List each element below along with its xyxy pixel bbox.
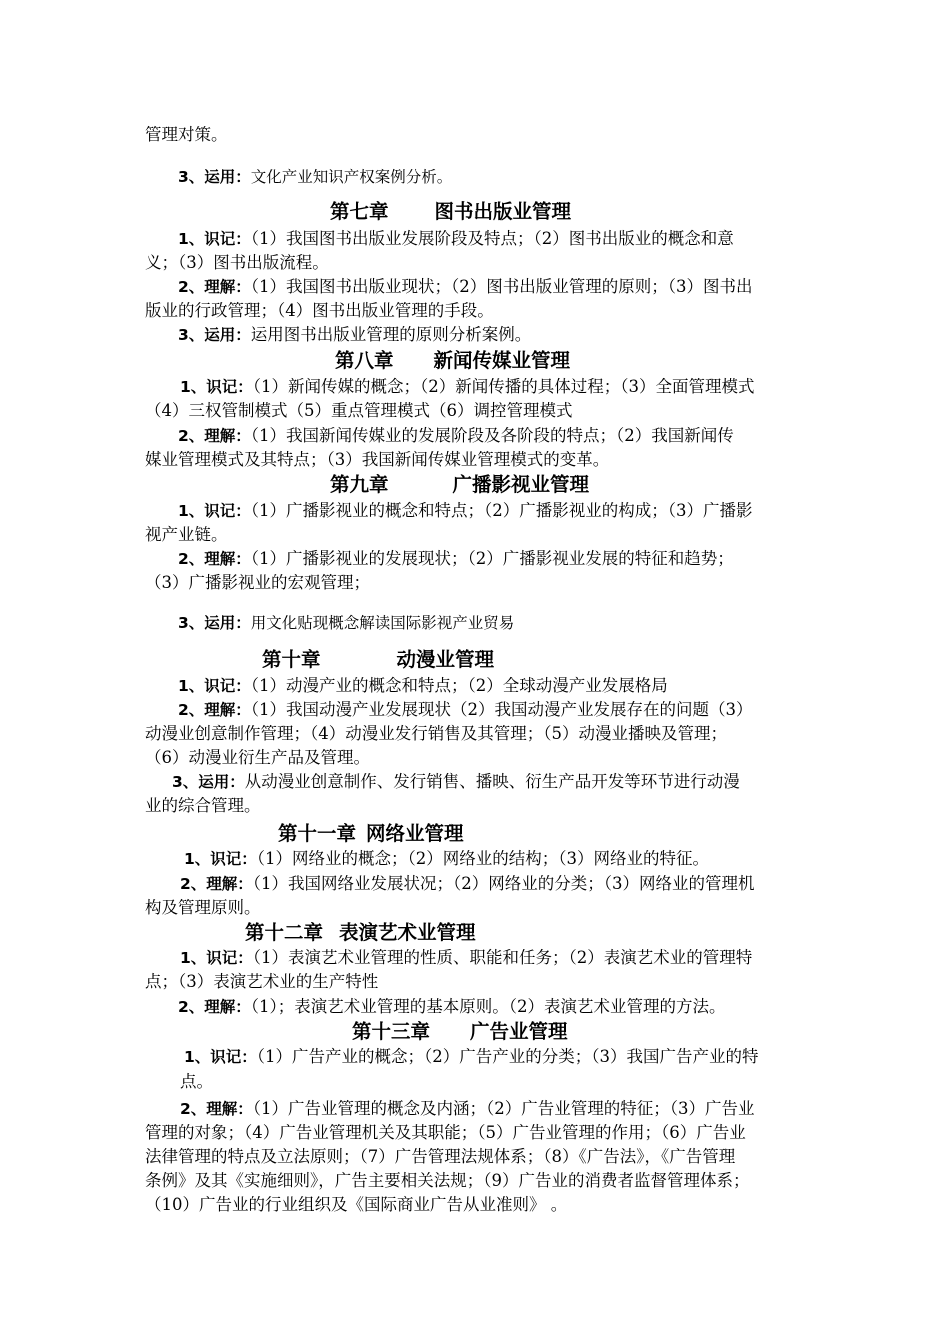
memorize-text: （1）网络业的概念；（2）网络业的结构；（3）网络业的特征。 [256,849,710,868]
memorize-text: （1）广告产业的概念；（2）广告产业的分类；（3）我国广告产业的特 [256,1047,759,1066]
chapter-7-heading [330,199,571,225]
understand-label: 2、理解： [178,701,251,719]
chapter-9-heading [330,472,589,498]
chapter-8-heading [335,348,570,374]
ch7-understand-line-1 [178,276,753,298]
ch13-understand-line-2: 管理的对象；（4）广告业管理机关及其职能；（5）广告业管理的作用；（6）广告业 [145,1123,746,1142]
memorize-text: （1）广播影视业的概念和特点；（2）广播影视业的构成；（3）广播影 [250,501,753,520]
understand-label: 2、理解： [178,427,251,445]
understand-text: （1）广播影视业的发展现状；（2）广播影视业发展的特征和趋势； [250,549,734,568]
ch9-understand-line-2: （3）广播影视业的宏观管理； [145,573,370,592]
apply-text: 文化产业知识产权案例分析。 [250,168,453,186]
ch10-memorize-line-1 [178,675,668,697]
chapter-number: 第七章 [330,200,389,223]
memorize-text: （1）新闻传媒的概念；（2）新闻传播的具体过程；（3）全面管理模式 [252,377,755,396]
ch7-apply-line-1 [178,324,531,346]
understand-label: 2、理解： [178,278,251,296]
memorize-label: 1、识记： [180,378,253,396]
understand-text: （1）我国新闻传媒业的发展阶段及各阶段的特点；（2）我国新闻传 [250,426,734,445]
intro-line-1: 管理对策。 [145,125,228,144]
ch11-understand-line-2: 构及管理原则。 [145,898,261,917]
ch10-understand-line-3: （6）动漫业衍生产品及管理。 [145,748,370,767]
ch7-memorize-line-1 [178,228,734,250]
memorize-text: （1）表演艺术业管理的性质、职能和任务；（2）表演艺术业的管理特 [252,948,753,967]
memorize-label: 1、识记： [184,850,257,868]
chapter-title: 网络业管理 [366,822,464,845]
apply-label: 3、运用： [178,326,251,344]
chapter-title: 表演艺术业管理 [339,921,476,944]
apply-text: 用文化贴现概念解读国际影视产业贸易 [250,614,515,632]
memorize-text: （1）动漫产业的概念和特点；（2）全球动漫产业发展格局 [250,676,668,695]
apply-label: 3、运用： [178,168,251,186]
apply-label: 3、运用： [178,614,251,632]
ch12-memorize-line-1 [180,947,752,969]
chapter-number: 第十一章 [278,822,357,845]
apply-text: 运用图书出版业管理的原则分析案例。 [250,325,532,344]
ch13-understand-line-3: 法律管理的特点及立法原则；（7）广告管理法规体系；（8）《广告法》，《广告管理 [145,1147,736,1166]
chapter-13-heading [352,1019,568,1045]
understand-label: 2、理解： [178,998,251,1016]
understand-text: （1）我国图书出版业现状；（2）图书出版业管理的原则；（3）图书出 [250,277,753,296]
ch8-understand-line-2: 媒业管理模式及其特点；（3）我国新闻传媒业管理模式的变革。 [145,450,610,469]
understand-label: 2、理解： [180,875,253,893]
ch10-apply-line-1 [172,771,740,793]
ch13-understand-line-4: 条例》及其《实施细则》，广告主要相关法规；（9）广告业的消费者监督管理体系； [145,1171,750,1190]
chapter-title: 图书出版业管理 [434,200,572,223]
understand-label: 2、理解： [180,1100,253,1118]
ch9-memorize-line-2: 视产业链。 [145,525,228,544]
ch12-memorize-line-2: 点；（3）表演艺术业的生产特性 [145,972,379,991]
chapter-title: 广告业管理 [470,1020,568,1043]
ch10-understand-line-2: 动漫业创意制作管理；（4）动漫业发行销售及其管理；（5）动漫业播映及管理； [145,724,727,743]
memorize-label: 1、识记： [180,949,253,967]
chapter-number: 第十二章 [245,921,324,944]
chapter-title: 新闻传媒业管理 [433,349,571,372]
chapter-number: 第十三章 [352,1020,431,1043]
ch7-understand-line-2: 版业的行政管理；（4）图书出版业管理的手段。 [145,301,494,320]
understand-text: （1）我国动漫产业发展现状（2）我国动漫产业发展存在的问题（3） [250,700,753,719]
memorize-text: （1）我国图书出版业发展阶段及特点；（2）图书出版业的概念和意 [250,229,734,248]
understand-text: （1）；表演艺术业管理的基本原则。（2）表演艺术业管理的方法。 [250,997,726,1016]
understand-text: （1）我国网络业发展状况；（2）网络业的分类；（3）网络业的管理机 [252,874,755,893]
memorize-label: 1、识记： [178,230,251,248]
ch13-memorize-line-1 [184,1046,759,1068]
ch13-understand-line-5: （10）广告业的行业组织及《国际商业广告从业准则》 。 [145,1195,568,1214]
chapter-10-heading [262,647,494,673]
intro-apply [178,166,452,188]
ch9-apply-line-1 [178,612,514,634]
ch8-memorize-line-2: （4）三权管制模式（5）重点管理模式（6）调控管理模式 [145,401,573,420]
ch13-memorize-line-2: 点。 [180,1072,213,1091]
chapter-11-heading [278,821,464,847]
ch7-memorize-line-2: 义；（3）图书出版流程。 [145,253,329,272]
chapter-number: 第十章 [262,648,321,671]
chapter-number: 第九章 [330,473,389,496]
understand-text: （1）广告业管理的概念及内涵；（2）广告业管理的特征；（3）广告业 [252,1099,755,1118]
chapter-title: 动漫业管理 [396,648,495,671]
ch9-memorize-line-1 [178,500,753,522]
ch12-understand-line-1 [178,996,726,1018]
ch10-apply-line-2: 业的综合管理。 [145,796,261,815]
ch9-understand-line-1 [178,548,734,570]
ch10-understand-line-1 [178,699,753,721]
ch11-memorize-line-1 [184,848,709,870]
memorize-label: 1、识记： [178,677,251,695]
apply-text: 从动漫业创意制作、发行销售、播映、衍生产品开发等环节进行动漫 [244,772,740,791]
memorize-label: 1、识记： [178,502,251,520]
chapter-12-heading [245,920,476,946]
chapter-title: 广播影视业管理 [452,473,590,496]
ch8-understand-line-1 [178,425,734,447]
ch8-memorize-line-1 [180,376,755,398]
apply-label: 3、运用： [172,773,245,791]
memorize-label: 1、识记： [184,1048,257,1066]
understand-label: 2、理解： [178,550,251,568]
chapter-number: 第八章 [335,349,394,372]
ch11-understand-line-1 [180,873,755,895]
ch13-understand-line-1 [180,1098,755,1120]
